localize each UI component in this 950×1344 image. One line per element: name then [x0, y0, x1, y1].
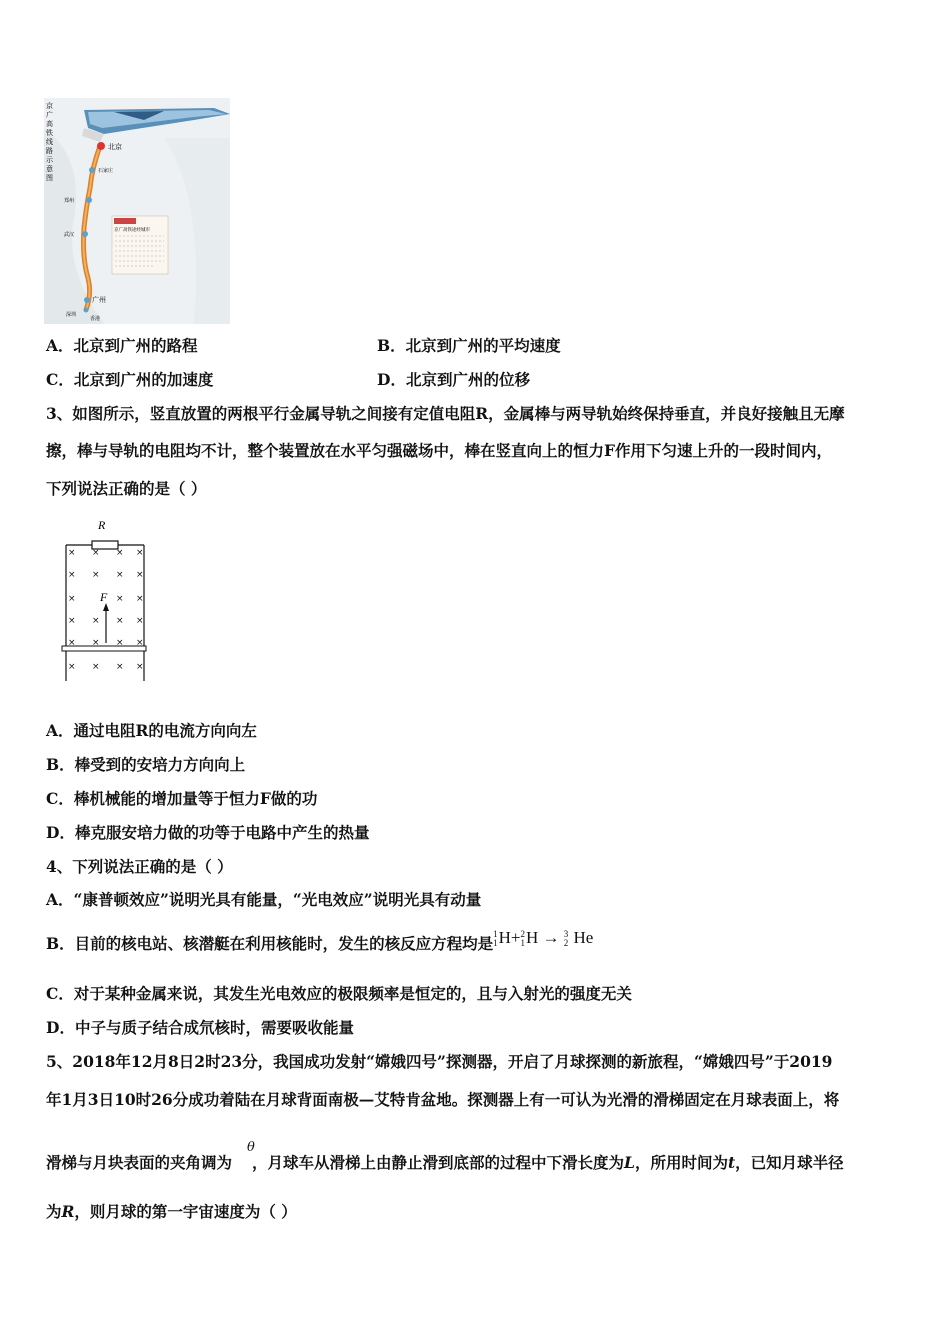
map-title-char: 线 — [46, 138, 53, 146]
map-title-char: 图 — [46, 174, 53, 182]
q3-option-c: C．棒机械能的增加量等于恒力F做的功 — [46, 789, 318, 808]
field-cross: × — [116, 594, 124, 604]
svg-text:香港: 香港 — [90, 316, 101, 322]
resistor-label: R — [98, 518, 106, 532]
field-cross: × — [92, 638, 100, 648]
field-cross: × — [68, 594, 76, 604]
q3-stem-line1: 3、如图所示，竖直放置的两根平行金属导轨之间接有定值电阻R，金属棒与两导轨始终保持垂直，并良好接触且无摩 — [46, 404, 845, 423]
svg-text:石家庄: 石家庄 — [98, 168, 114, 174]
svg-text:郑州: 郑州 — [64, 198, 75, 204]
map-title-char: 铁 — [46, 129, 53, 137]
svg-text:北京: 北京 — [108, 143, 122, 151]
rail-circuit-diagram — [60, 515, 152, 685]
map-title-char: 广 — [46, 111, 53, 119]
q2-option-b: B．北京到广州的平均速度 — [377, 336, 561, 355]
svg-text:武汉: 武汉 — [64, 232, 75, 238]
field-cross: × — [92, 570, 100, 580]
q4-stem: 4、下列说法正确的是（ ） — [46, 857, 233, 876]
field-cross: × — [136, 548, 144, 558]
time-symbol: t — [727, 1153, 736, 1172]
q3-stem-line3: 下列说法正确的是（ ） — [46, 479, 207, 498]
q3-stem-line2: 擦，棒与导轨的电阻均不计，整个装置放在水平匀强磁场中，棒在竖直向上的恒力F作用下匀速上升的一段时间内， — [46, 441, 833, 460]
field-cross: × — [92, 662, 100, 672]
field-cross: × — [116, 616, 124, 626]
q5-line2: 年1月3日10时26分成功着陆在月球背面南极—艾特肯盆地。探测器上有一可认为光滑的滑梯固定在月球表面上，将 — [46, 1090, 840, 1109]
field-cross: × — [136, 616, 144, 626]
q4-option-a: A．“康普顿效应”说明光具有能量，“光电效应”说明光具有动量 — [46, 890, 482, 909]
field-cross: × — [116, 570, 124, 580]
field-cross: × — [136, 570, 144, 580]
beijing-guangzhou-railway-map — [44, 98, 230, 324]
map-title-char: 高 — [46, 120, 53, 128]
map-title-char: 路 — [46, 147, 53, 155]
svg-text:深圳: 深圳 — [66, 312, 77, 318]
theta-symbol: θ — [247, 1140, 255, 1155]
q4-option-b-text: B．目前的核电站、核潜艇在利用核能时，发生的核反应方程均是 — [46, 934, 494, 953]
station-hongkong — [90, 315, 100, 322]
q2-option-d: D．北京到广州的位移 — [377, 370, 530, 389]
length-symbol: L — [624, 1153, 635, 1172]
q2-option-c: C．北京到广州的加速度 — [46, 370, 214, 389]
nuclear-reaction-formula: 1 1 H+ 2 1 H → 3 2 He — [493, 928, 594, 949]
q3-option-d: D．棒克服安培力做的功等于电路中产生的热量 — [46, 823, 370, 842]
field-cross: × — [136, 638, 144, 648]
field-cross: × — [68, 662, 76, 672]
q5-line4: 为R，则月球的第一宇宙速度为（ ） — [46, 1202, 297, 1221]
field-cross: × — [68, 548, 76, 558]
q2-option-a: A．北京到广州的路程 — [46, 336, 198, 355]
field-cross: × — [136, 662, 144, 672]
map-info-box — [112, 216, 168, 274]
field-cross: × — [68, 616, 76, 626]
field-cross: × — [116, 662, 124, 672]
map-title-char: 示 — [46, 156, 53, 164]
q4-option-c: C．对于某种金属来说，其发生光电效应的极限频率是恒定的，且与入射光的强度无关 — [46, 984, 632, 1003]
station-beijing — [97, 142, 122, 151]
field-cross: × — [92, 548, 100, 558]
field-cross: × — [136, 594, 144, 604]
field-cross: × — [68, 638, 76, 648]
q5-line3: 滑梯与月块表面的夹角调为 ，月球车从滑梯上由静止滑到底部的过程中下滑长度为L，所用时间为t，已知月球半径 — [46, 1153, 844, 1172]
map-title — [46, 101, 54, 182]
field-cross: × — [116, 638, 124, 648]
map-title-char: 京 — [46, 102, 53, 110]
field-cross: × — [116, 548, 124, 558]
radius-symbol: R — [61, 1202, 75, 1221]
field-cross: × — [68, 570, 76, 580]
q3-option-b: B．棒受到的安培力方向向上 — [46, 755, 246, 774]
q4-option-b — [46, 928, 594, 954]
q5-line1: 5、2018年12月8日2时23分，我国成功发射“嫦娥四号”探测器，开启了月球探测的新旅程，“嫦娥四号”于2019 — [46, 1052, 833, 1071]
force-label: F — [100, 590, 108, 604]
field-cross: × — [92, 616, 100, 626]
svg-text:广州: 广州 — [92, 296, 106, 304]
svg-text:京广高铁途经城市: 京广高铁途经城市 — [114, 228, 150, 233]
map-title-char: 意 — [46, 165, 53, 173]
q4-option-d: D．中子与质子结合成氘核时，需要吸收能量 — [46, 1018, 354, 1037]
q3-option-a: A．通过电阻R的电流方向向左 — [46, 721, 257, 740]
